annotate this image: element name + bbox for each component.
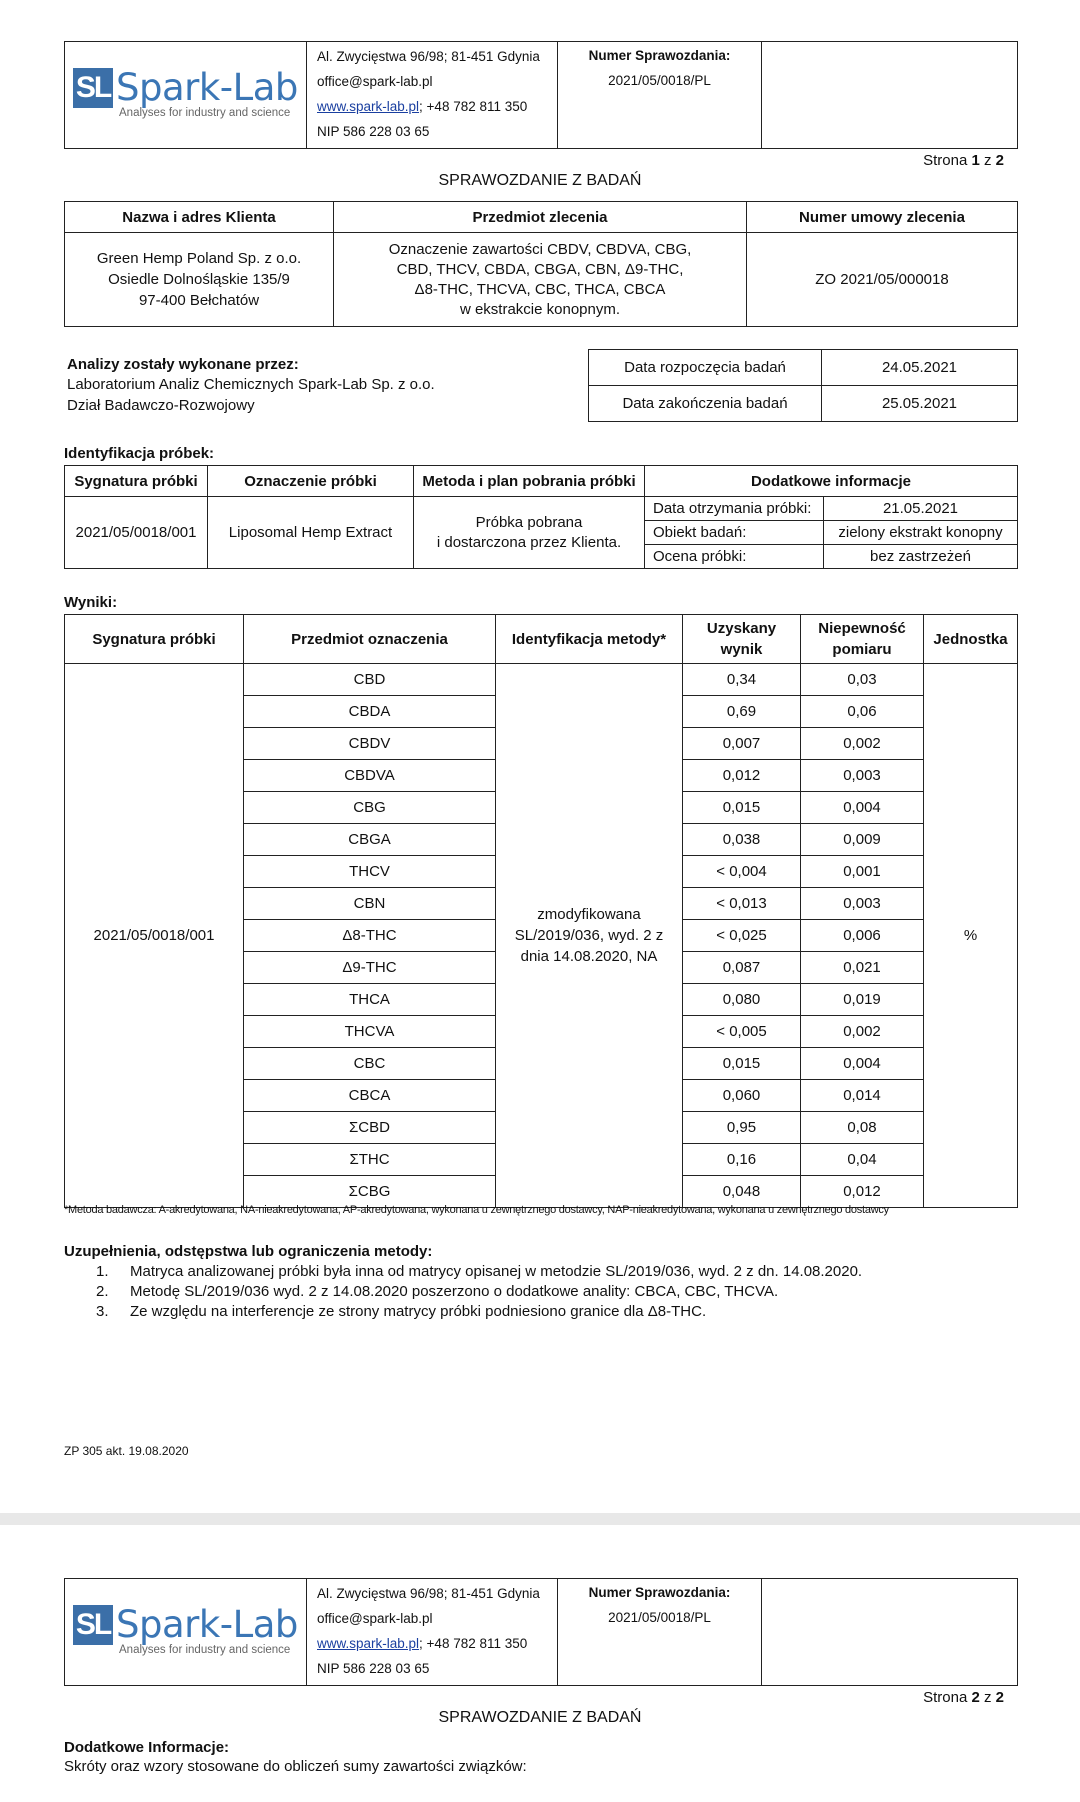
letterhead <box>64 1578 1018 1686</box>
brand-tagline: Analyses for industry and science <box>119 1644 291 1656</box>
phone: ; +48 782 811 350 <box>419 99 528 114</box>
notes-label: Uzupełnienia, odstępstwa lub ograniczenia metody: <box>64 1243 433 1260</box>
nip: NIP 586 228 03 65 <box>317 124 430 139</box>
note-text: Ze względu na interferencje ze strony matrycy próbki podniesiono granice dla Δ8-THC. <box>130 1303 707 1320</box>
result-cell: 0,048 <box>683 1176 801 1208</box>
id-method-line: i dostarczona przez Klienta. <box>436 533 622 551</box>
extra-value: 21.05.2021 <box>824 497 1018 521</box>
result-cell: 0,038 <box>683 824 801 856</box>
uncertainty-cell: 0,019 <box>801 984 924 1016</box>
result-cell: 0,69 <box>683 696 801 728</box>
method-line: zmodyfikowana <box>537 906 641 923</box>
note-number: 3. <box>96 1303 109 1320</box>
page-of: z <box>979 152 996 169</box>
extra-info-text: Skróty oraz wzory stosowane do obliczeń sumy zawartości związków: <box>64 1758 527 1775</box>
page-label: Strona <box>923 152 972 169</box>
analyte-cell: CBG <box>244 792 496 824</box>
results-header-uncert-line: Niepewność <box>818 620 906 637</box>
results-header-unit: Jednostka <box>924 615 1018 664</box>
subject-line: Δ8-THC, THCVA, CBC, THCA, CBCA <box>414 280 666 298</box>
note-number: 2. <box>96 1283 109 1300</box>
analyte-cell: CBN <box>244 888 496 920</box>
page-number <box>923 1689 1004 1706</box>
result-cell: 0,015 <box>683 1048 801 1080</box>
phone: ; +48 782 811 350 <box>419 1636 528 1651</box>
analyte-cell: ΣCBG <box>244 1176 496 1208</box>
results-signature: 2021/05/0018/001 <box>65 664 244 1208</box>
page-separator <box>0 1513 1080 1525</box>
id-header-signature: Sygnatura próbki <box>65 466 208 497</box>
results-header-result-line: wynik <box>720 641 763 658</box>
report-number: 2021/05/0018/PL <box>608 73 711 88</box>
page-current: 1 <box>971 152 980 169</box>
extra-value: zielony ekstrakt konopny <box>824 521 1018 545</box>
client-table <box>64 201 1018 327</box>
uncertainty-cell: 0,014 <box>801 1080 924 1112</box>
report-title: SPRAWOZDANIE Z BADAŃ <box>438 172 642 189</box>
empty-cell <box>762 42 1018 149</box>
email: office@spark-lab.pl <box>317 1611 433 1626</box>
note-number: 1. <box>96 1263 109 1280</box>
extra-label: Data otrzymania próbki: <box>645 497 824 521</box>
page-number <box>923 152 1004 169</box>
client-header: Nazwa i adres Klienta <box>65 202 334 233</box>
website-link[interactable]: www.spark-lab.pl <box>317 1636 420 1651</box>
id-header-extra: Dodatkowe informacje <box>645 466 1018 497</box>
website-phone <box>317 1631 557 1656</box>
analyte-cell: THCVA <box>244 1016 496 1048</box>
result-cell: 0,007 <box>683 728 801 760</box>
uncertainty-cell: 0,08 <box>801 1112 924 1144</box>
logo-cell <box>65 1579 307 1686</box>
website-link[interactable]: www.spark-lab.pl <box>317 99 420 114</box>
client-cell <box>65 233 334 327</box>
table-row <box>65 664 1018 696</box>
analyte-cell: ΣTHC <box>244 1144 496 1176</box>
report-number-label: Numer Sprawozdania: <box>588 48 731 63</box>
analyte-cell: CBGA <box>244 824 496 856</box>
method-footnote: *Metoda badawcza: A-akredytowana, NA-nieakredytowana, AP-akredytowana, wykonana u zewnętrznego dostawcy, NAP-nieakredytowana, wykonana u zewnętrznego dostawcy <box>64 1204 889 1216</box>
result-cell: 0,015 <box>683 792 801 824</box>
contract-number: ZO 2021/05/000018 <box>747 233 1018 327</box>
page-total: 2 <box>995 152 1004 169</box>
id-method <box>414 497 645 569</box>
start-date-label: Data rozpoczęcia badań <box>589 350 822 386</box>
letterhead <box>64 41 1018 149</box>
analyte-cell: CBDVA <box>244 760 496 792</box>
results-label: Wyniki: <box>64 594 118 611</box>
page-total: 2 <box>995 1689 1004 1706</box>
method-line: dnia 14.08.2020, NA <box>520 948 658 965</box>
method-line: SL/2019/036, wyd. 2 z <box>514 927 664 944</box>
result-cell: 0,012 <box>683 760 801 792</box>
sl-logo-mark: SL <box>73 68 113 108</box>
page-label: Strona <box>923 1689 972 1706</box>
report-number-label: Numer Sprawozdania: <box>588 1585 731 1600</box>
result-cell: 0,34 <box>683 664 801 696</box>
client-name: Green Hemp Poland Sp. z o.o. <box>96 250 302 267</box>
brand-tagline: Analyses for industry and science <box>119 107 291 119</box>
client-city: 97-400 Bełchatów <box>138 292 260 309</box>
result-cell: 0,95 <box>683 1112 801 1144</box>
address: Al. Zwycięstwa 96/98; 81-451 Gdynia <box>317 1586 540 1601</box>
report-page-2 <box>0 1525 1080 1802</box>
logo-cell <box>65 42 307 149</box>
brand-name: Spark-Lab <box>116 1603 298 1646</box>
identification-label: Identyfikacja próbek: <box>64 445 215 462</box>
analyte-cell: ΣCBD <box>244 1112 496 1144</box>
uncertainty-cell: 0,003 <box>801 888 924 920</box>
brand-name: Spark-Lab <box>116 66 298 109</box>
contact-cell <box>307 42 558 149</box>
result-cell: 0,16 <box>683 1144 801 1176</box>
extra-label: Obiekt badań: <box>645 521 824 545</box>
subject-line: CBD, THCV, CBDA, CBGA, CBN, Δ9-THC, <box>396 260 684 278</box>
result-cell: < 0,005 <box>683 1016 801 1048</box>
uncertainty-cell: 0,002 <box>801 1016 924 1048</box>
client-street: Osiedle Dolnośląskie 135/9 <box>108 271 290 288</box>
email: office@spark-lab.pl <box>317 74 433 89</box>
results-header-subject: Przedmiot oznaczenia <box>244 615 496 664</box>
contract-header: Numer umowy zlecenia <box>747 202 1018 233</box>
report-number-cell <box>558 1579 762 1686</box>
result-cell: < 0,004 <box>683 856 801 888</box>
uncertainty-cell: 0,003 <box>801 760 924 792</box>
analyte-cell: CBCA <box>244 1080 496 1112</box>
analyte-cell: THCA <box>244 984 496 1016</box>
uncertainty-cell: 0,03 <box>801 664 924 696</box>
extra-info-label: Dodatkowe Informacje: <box>64 1739 230 1756</box>
results-header-signature: Sygnatura próbki <box>65 615 244 664</box>
result-cell: 0,087 <box>683 952 801 984</box>
note-1 <box>96 1263 862 1280</box>
end-date-value: 25.05.2021 <box>822 386 1018 422</box>
start-date-value: 24.05.2021 <box>822 350 1018 386</box>
uncertainty-cell: 0,002 <box>801 728 924 760</box>
report-title: SPRAWOZDANIE Z BADAŃ <box>438 1709 642 1726</box>
contact-cell <box>307 1579 558 1686</box>
end-date-label: Data zakończenia badań <box>589 386 822 422</box>
result-cell: 0,080 <box>683 984 801 1016</box>
id-method-line: Próbka pobrana <box>475 513 583 531</box>
results-header-result-line: Uzyskany <box>706 620 777 637</box>
page-current: 2 <box>971 1689 980 1706</box>
sl-logo-mark: SL <box>73 1605 113 1645</box>
result-cell: 0,060 <box>683 1080 801 1112</box>
analyte-cell: Δ8-THC <box>244 920 496 952</box>
results-method <box>496 664 683 1208</box>
uncertainty-cell: 0,004 <box>801 1048 924 1080</box>
subject-line: w ekstrakcie konopnym. <box>459 300 621 318</box>
nip: NIP 586 228 03 65 <box>317 1661 430 1676</box>
page-of: z <box>979 1689 996 1706</box>
identification-table <box>64 465 1018 569</box>
analyte-cell: THCV <box>244 856 496 888</box>
id-signature: 2021/05/0018/001 <box>65 497 208 569</box>
report-number-cell <box>558 42 762 149</box>
performed-by-lab: Laboratorium Analiz Chemicznych Spark-Lab Sp. z o.o. <box>67 376 435 393</box>
spark-lab-logo <box>73 1603 298 1656</box>
id-header-method: Metoda i plan pobrania próbki <box>414 466 645 497</box>
results-header-uncert-line: pomiaru <box>832 641 892 658</box>
subject-cell <box>334 233 747 327</box>
id-header-designation: Oznaczenie próbki <box>208 466 414 497</box>
spark-lab-logo <box>73 66 298 119</box>
uncertainty-cell: 0,001 <box>801 856 924 888</box>
subject-line: Oznaczenie zawartości CBDV, CBDVA, CBG, <box>388 240 692 258</box>
empty-cell <box>762 1579 1018 1686</box>
analyte-cell: CBDA <box>244 696 496 728</box>
id-designation: Liposomal Hemp Extract <box>208 497 414 569</box>
note-3 <box>96 1303 706 1320</box>
extra-label: Ocena próbki: <box>645 545 824 569</box>
uncertainty-cell: 0,009 <box>801 824 924 856</box>
results-header-uncertainty <box>801 615 924 664</box>
uncertainty-cell: 0,006 <box>801 920 924 952</box>
analyte-cell: CBD <box>244 664 496 696</box>
report-number: 2021/05/0018/PL <box>608 1610 711 1625</box>
uncertainty-cell: 0,021 <box>801 952 924 984</box>
analyte-cell: Δ9-THC <box>244 952 496 984</box>
result-cell: < 0,013 <box>683 888 801 920</box>
address: Al. Zwycięstwa 96/98; 81-451 Gdynia <box>317 49 540 64</box>
website-phone <box>317 94 557 119</box>
results-unit: % <box>924 664 1018 1208</box>
results-header-result <box>683 615 801 664</box>
uncertainty-cell: 0,06 <box>801 696 924 728</box>
form-code: ZP 305 akt. 19.08.2020 <box>64 1444 189 1458</box>
note-text: Metodę SL/2019/036 wyd. 2 z 14.08.2020 poszerzono o dodatkowe anality: CBCA, CBC, THCVA. <box>130 1283 779 1300</box>
analyte-cell: CBC <box>244 1048 496 1080</box>
uncertainty-cell: 0,04 <box>801 1144 924 1176</box>
uncertainty-cell: 0,012 <box>801 1176 924 1208</box>
analyte-cell: CBDV <box>244 728 496 760</box>
subject-header: Przedmiot zlecenia <box>334 202 747 233</box>
note-text: Matryca analizowanej próbki była inna od matrycy opisanej w metodzie SL/2019/036, wyd. 2 z dn. 14.08.2020. <box>130 1263 863 1280</box>
dates-table <box>588 349 1018 422</box>
result-cell: < 0,025 <box>683 920 801 952</box>
performed-by-label: Analizy zostały wykonane przez: <box>67 356 299 373</box>
results-body <box>65 664 1018 1208</box>
performed-by-dept: Dział Badawczo-Rozwojowy <box>67 397 255 414</box>
note-2 <box>96 1283 778 1300</box>
results-table <box>64 614 1018 1208</box>
results-header-method: Identyfikacja metody* <box>496 615 683 664</box>
extra-value: bez zastrzeżeń <box>824 545 1018 569</box>
uncertainty-cell: 0,004 <box>801 792 924 824</box>
